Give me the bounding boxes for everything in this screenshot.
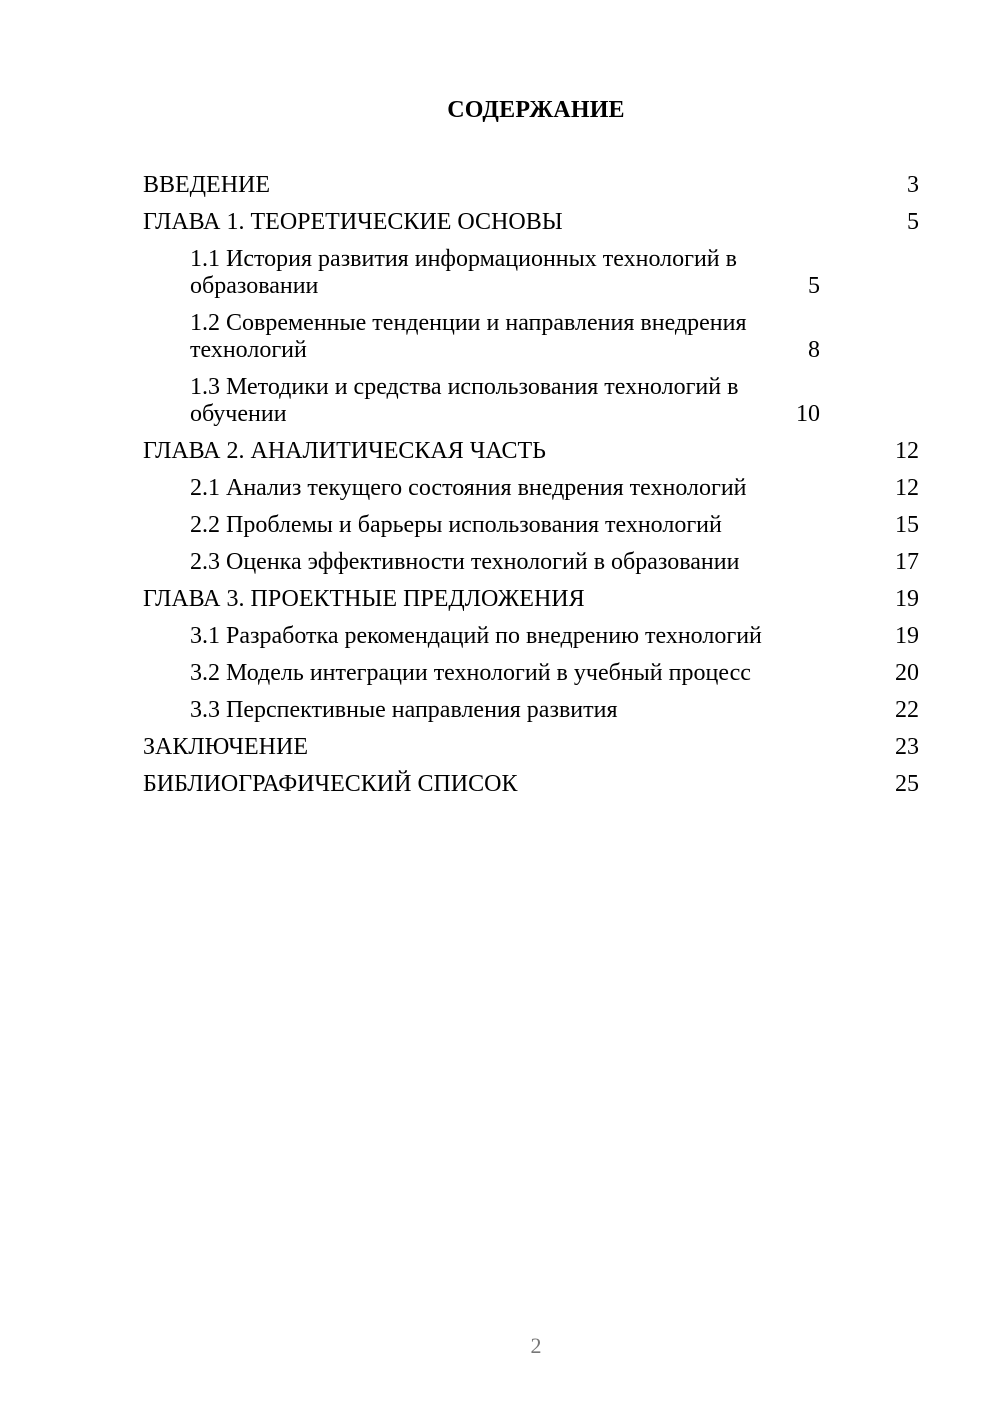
toc-entry-conclusion[interactable] [143, 728, 919, 765]
toc-entry-title: 2.1 Анализ текущего состояния внедрения технологий [190, 475, 747, 501]
toc-entry-title: ГЛАВА 1. ТЕОРЕТИЧЕСКИЕ ОСНОВЫ [143, 209, 563, 235]
toc-entry-title: 2.3 Оценка эффективности технологий в образовании [190, 549, 740, 575]
toc-entry-page: 8 [808, 337, 820, 363]
toc-entry-section-1-2[interactable] [143, 304, 919, 368]
toc-entry-page: 25 [895, 771, 919, 797]
toc-entry-page: 5 [907, 209, 919, 235]
toc-entry-section-2-1[interactable] [143, 469, 919, 506]
toc-entry-title: БИБЛИОГРАФИЧЕСКИЙ СПИСОК [143, 771, 518, 797]
toc-entry-chapter-3[interactable] [143, 580, 919, 617]
toc-entry-section-3-1[interactable] [143, 617, 919, 654]
table-of-contents [143, 166, 919, 802]
toc-entry-title: 3.2 Модель интеграции технологий в учебный процесс [190, 660, 751, 686]
toc-entry-title: ГЛАВА 2. АНАЛИТИЧЕСКАЯ ЧАСТЬ [143, 438, 546, 464]
toc-entry-title: 3.3 Перспективные направления развития [190, 697, 618, 723]
toc-entry-section-3-2[interactable] [143, 654, 919, 691]
toc-entry-introduction[interactable] [143, 166, 919, 203]
toc-entry-page: 19 [895, 623, 919, 649]
toc-entry-title: ЗАКЛЮЧЕНИЕ [143, 734, 308, 760]
toc-entry-page: 10 [796, 401, 820, 427]
toc-entry-section-1-3[interactable] [143, 368, 919, 432]
toc-entry-title: ВВЕДЕНИЕ [143, 172, 271, 198]
toc-entry-chapter-1[interactable] [143, 203, 919, 240]
toc-entry-page: 20 [895, 660, 919, 686]
toc-entry-page: 19 [895, 586, 919, 612]
toc-entry-title: 1.2 Современные тенденции и направления внедрения технологий [190, 310, 747, 363]
toc-entry-page: 12 [895, 438, 919, 464]
toc-entry-page: 15 [895, 512, 919, 538]
toc-entry-title: 1.3 Методики и средства использования технологий в обучении [190, 374, 739, 427]
toc-entry-section-1-1[interactable] [143, 240, 919, 304]
toc-entry-page: 17 [895, 549, 919, 575]
toc-entry-title: ГЛАВА 3. ПРОЕКТНЫЕ ПРЕДЛОЖЕНИЯ [143, 586, 585, 612]
toc-entry-section-3-3[interactable] [143, 691, 919, 728]
toc-entry-chapter-2[interactable] [143, 432, 919, 469]
toc-entry-page: 23 [895, 734, 919, 760]
toc-entry-title: 3.1 Разработка рекомендаций по внедрению технологий [190, 623, 762, 649]
page-number: 2 [530, 1333, 542, 1358]
toc-entry-page: 22 [895, 697, 919, 723]
toc-heading: СОДЕРЖАНИЕ [447, 97, 625, 123]
toc-entry-page: 12 [895, 475, 919, 501]
toc-entry-page: 3 [907, 172, 919, 198]
toc-entry-page: 5 [808, 273, 820, 299]
toc-entry-bibliography[interactable] [143, 765, 919, 802]
toc-entry-section-2-2[interactable] [143, 506, 919, 543]
toc-entry-title: 2.2 Проблемы и барьеры использования технологий [190, 512, 722, 538]
toc-entry-title: 1.1 История развития информационных технологий в образовании [190, 246, 737, 299]
toc-entry-section-2-3[interactable] [143, 543, 919, 580]
